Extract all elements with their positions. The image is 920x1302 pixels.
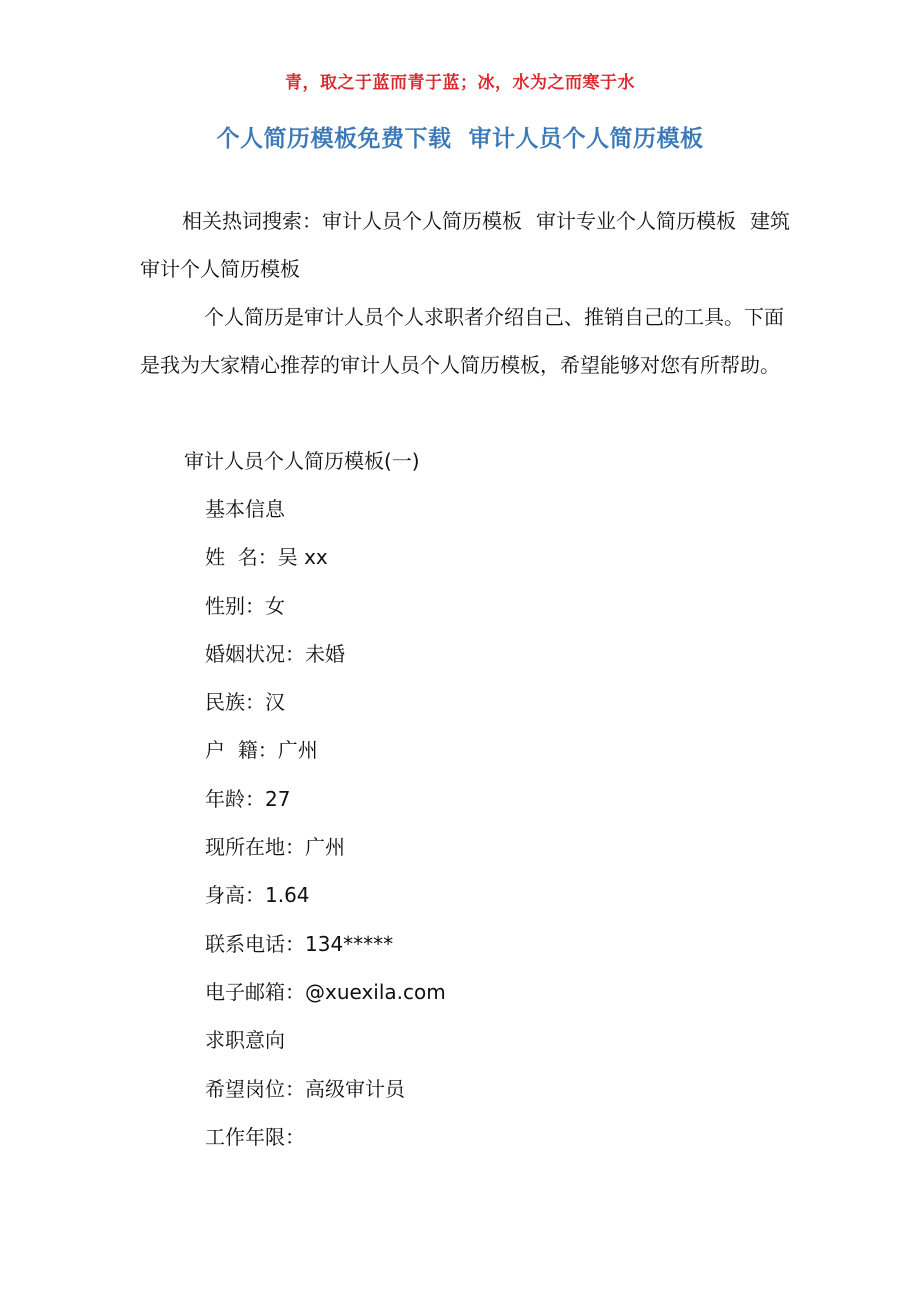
keywords-paragraph bbox=[140, 197, 790, 293]
resume-line: 姓 名：吴 xx bbox=[205, 545, 328, 570]
resume-line: 现所在地：广州 bbox=[205, 835, 345, 860]
resume-line: 性别：女 bbox=[205, 593, 285, 618]
document-title: 个人简历模板免费下载 审计人员个人简历模板 bbox=[216, 126, 704, 152]
section-title: 审计人员个人简历模板(一) bbox=[184, 449, 420, 473]
keyword-link[interactable]: 建筑审计个人简历模板 bbox=[140, 209, 790, 281]
resume-line: 婚姻状况：未婚 bbox=[205, 641, 345, 666]
intro-paragraph: 个人简历是审计人员个人求职者介绍自己、推销自己的工具。下面是我为大家精心推荐的审计人员个人简历模板，希望能够对您有所帮助。 bbox=[140, 305, 784, 377]
resume-line: 基本信息 bbox=[205, 497, 285, 521]
resume-line: 年龄：27 bbox=[205, 786, 291, 811]
resume-line: 身高：1.64 bbox=[205, 883, 310, 908]
header-motto: 青，取之于蓝而青于蓝；冰，水为之而寒于水 bbox=[285, 73, 635, 93]
resume-line: 希望岗位：高级审计员 bbox=[205, 1076, 405, 1101]
resume-line: 工作年限： bbox=[205, 1124, 305, 1149]
keywords-label: 相关热词搜索： bbox=[182, 209, 322, 233]
resume-info-list bbox=[205, 485, 446, 1161]
resume-line: 民族：汉 bbox=[205, 690, 285, 715]
resume-line: 电子邮箱：@xuexila.com bbox=[205, 979, 446, 1004]
resume-line: 求职意向 bbox=[205, 1028, 285, 1053]
keyword-link[interactable]: 审计人员个人简历模板 bbox=[322, 209, 522, 233]
keyword-link[interactable]: 审计专业个人简历模板 bbox=[536, 209, 736, 233]
resume-line: 户 籍：广州 bbox=[205, 738, 318, 763]
resume-line: 联系电话：134***** bbox=[205, 931, 394, 956]
